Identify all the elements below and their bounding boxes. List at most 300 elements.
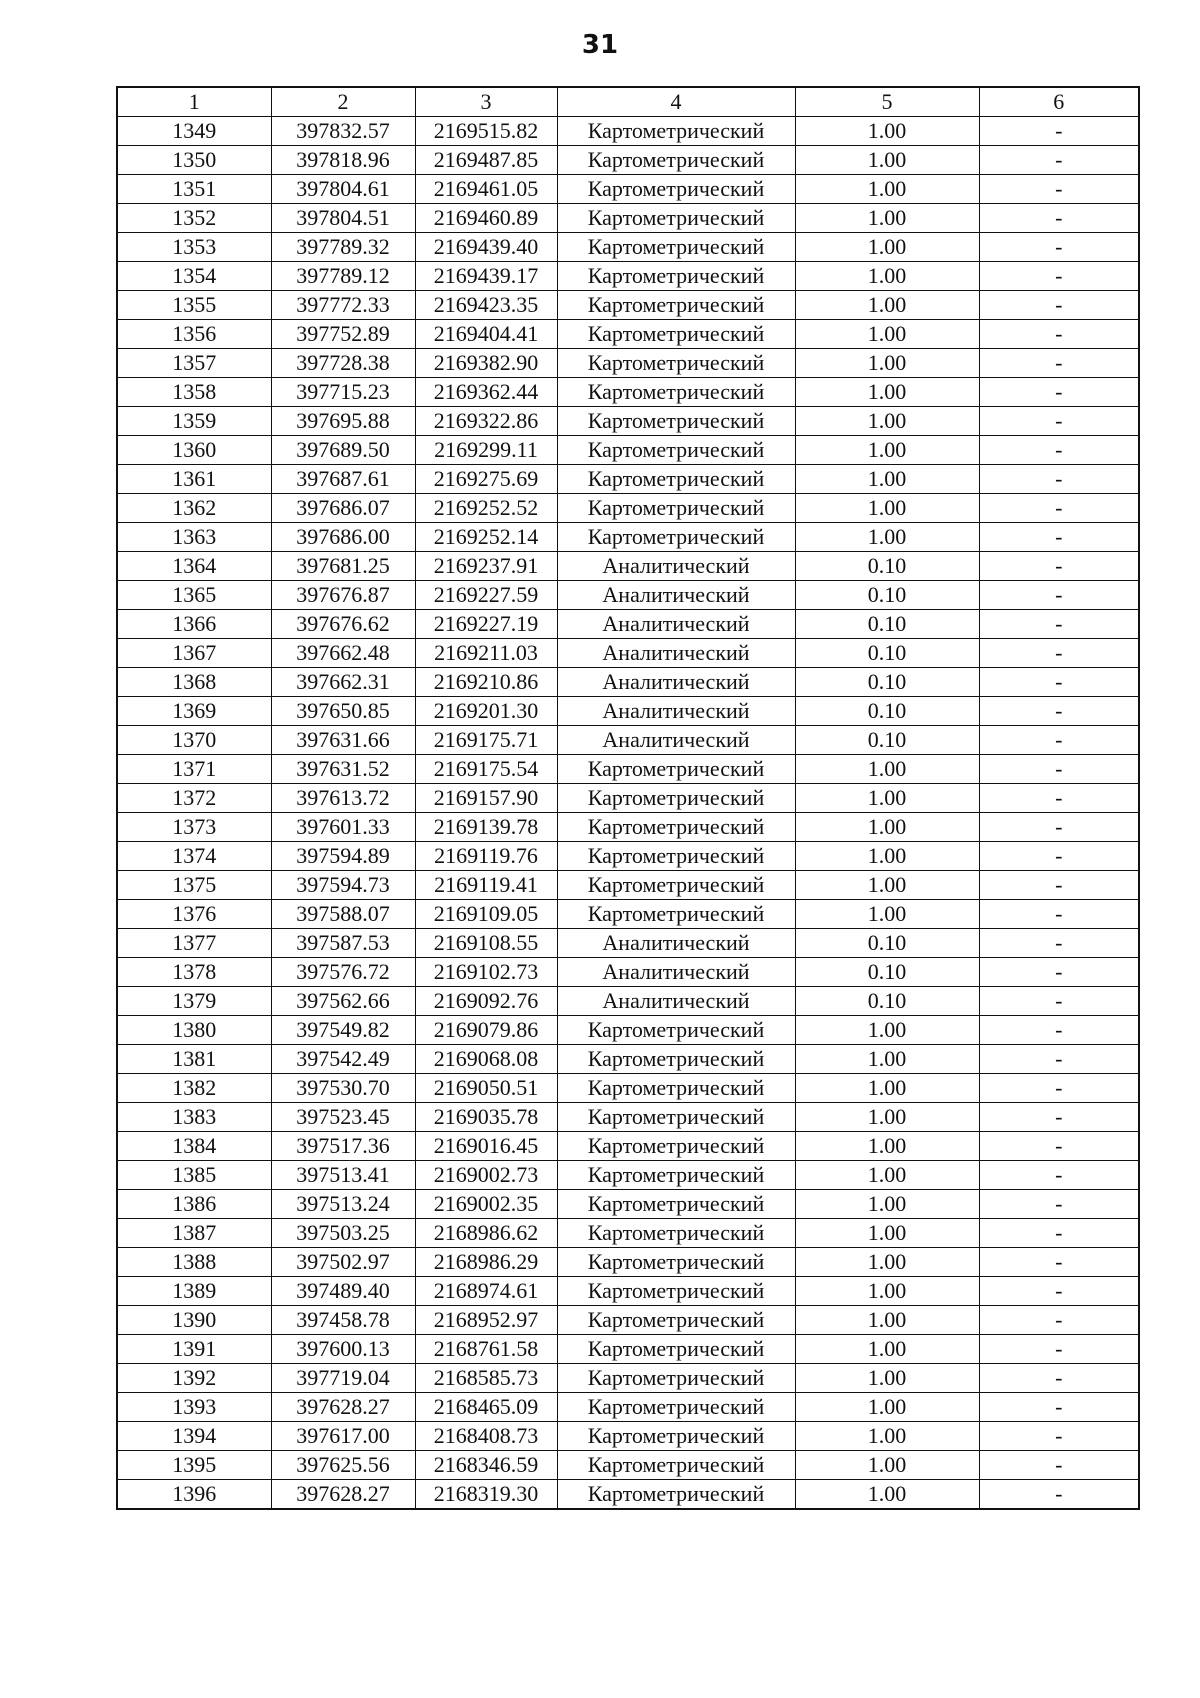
method-cell: Картометрический — [557, 1422, 795, 1451]
point-number-cell: 1365 — [117, 581, 271, 610]
point-number-cell: 1349 — [117, 117, 271, 146]
table-row — [117, 1045, 1139, 1074]
x-coordinate-cell: 397628.27 — [271, 1480, 415, 1510]
accuracy-cell: 0.10 — [795, 726, 979, 755]
table-row — [117, 1364, 1139, 1393]
method-cell: Картометрический — [557, 117, 795, 146]
x-coordinate-cell: 397772.33 — [271, 291, 415, 320]
method-cell: Картометрический — [557, 523, 795, 552]
method-cell: Картометрический — [557, 1277, 795, 1306]
point-number-cell: 1362 — [117, 494, 271, 523]
y-coordinate-cell: 2169461.05 — [415, 175, 557, 204]
point-number-cell: 1363 — [117, 523, 271, 552]
point-number-cell: 1389 — [117, 1277, 271, 1306]
y-coordinate-cell: 2169322.86 — [415, 407, 557, 436]
point-number-cell: 1396 — [117, 1480, 271, 1510]
table-row — [117, 1480, 1139, 1510]
y-coordinate-cell: 2168585.73 — [415, 1364, 557, 1393]
accuracy-cell: 1.00 — [795, 1190, 979, 1219]
x-coordinate-cell: 397625.56 — [271, 1451, 415, 1480]
y-coordinate-cell: 2168465.09 — [415, 1393, 557, 1422]
method-cell: Аналитический — [557, 697, 795, 726]
accuracy-cell: 0.10 — [795, 552, 979, 581]
x-coordinate-cell: 397676.62 — [271, 610, 415, 639]
note-cell: - — [979, 523, 1139, 552]
table-row — [117, 871, 1139, 900]
y-coordinate-cell: 2169487.85 — [415, 146, 557, 175]
point-number-cell: 1374 — [117, 842, 271, 871]
table-row — [117, 291, 1139, 320]
x-coordinate-cell: 397503.25 — [271, 1219, 415, 1248]
method-cell: Картометрический — [557, 465, 795, 494]
method-cell: Аналитический — [557, 929, 795, 958]
note-cell: - — [979, 1335, 1139, 1364]
y-coordinate-cell: 2169002.35 — [415, 1190, 557, 1219]
note-cell: - — [979, 900, 1139, 929]
note-cell: - — [979, 1132, 1139, 1161]
table-row — [117, 697, 1139, 726]
method-cell: Картометрический — [557, 755, 795, 784]
point-number-cell: 1376 — [117, 900, 271, 929]
table-body — [117, 117, 1139, 1510]
accuracy-cell: 1.00 — [795, 233, 979, 262]
accuracy-cell: 1.00 — [795, 407, 979, 436]
accuracy-cell: 1.00 — [795, 1393, 979, 1422]
x-coordinate-cell: 397542.49 — [271, 1045, 415, 1074]
table-row — [117, 436, 1139, 465]
point-number-cell: 1391 — [117, 1335, 271, 1364]
note-cell: - — [979, 436, 1139, 465]
x-coordinate-cell: 397489.40 — [271, 1277, 415, 1306]
note-cell: - — [979, 1364, 1139, 1393]
accuracy-cell: 1.00 — [795, 1451, 979, 1480]
y-coordinate-cell: 2169092.76 — [415, 987, 557, 1016]
point-number-cell: 1369 — [117, 697, 271, 726]
note-cell: - — [979, 320, 1139, 349]
y-coordinate-cell: 2169439.17 — [415, 262, 557, 291]
accuracy-cell: 1.00 — [795, 755, 979, 784]
y-coordinate-cell: 2169423.35 — [415, 291, 557, 320]
x-coordinate-cell: 397594.89 — [271, 842, 415, 871]
table-row — [117, 1277, 1139, 1306]
accuracy-cell: 1.00 — [795, 1480, 979, 1510]
y-coordinate-cell: 2169211.03 — [415, 639, 557, 668]
accuracy-cell: 1.00 — [795, 204, 979, 233]
note-cell: - — [979, 1393, 1139, 1422]
point-number-cell: 1368 — [117, 668, 271, 697]
y-coordinate-cell: 2168974.61 — [415, 1277, 557, 1306]
x-coordinate-cell: 397513.41 — [271, 1161, 415, 1190]
accuracy-cell: 0.10 — [795, 987, 979, 1016]
method-cell: Аналитический — [557, 987, 795, 1016]
y-coordinate-cell: 2169404.41 — [415, 320, 557, 349]
table-row — [117, 1132, 1139, 1161]
y-coordinate-cell: 2168319.30 — [415, 1480, 557, 1510]
table-row — [117, 407, 1139, 436]
table-row — [117, 610, 1139, 639]
table-row — [117, 987, 1139, 1016]
x-coordinate-cell: 397818.96 — [271, 146, 415, 175]
note-cell: - — [979, 1045, 1139, 1074]
y-coordinate-cell: 2169079.86 — [415, 1016, 557, 1045]
point-number-cell: 1379 — [117, 987, 271, 1016]
note-cell: - — [979, 465, 1139, 494]
point-number-cell: 1373 — [117, 813, 271, 842]
table-row — [117, 465, 1139, 494]
y-coordinate-cell: 2169157.90 — [415, 784, 557, 813]
column-header: 2 — [271, 87, 415, 117]
page-number: 31 — [581, 30, 619, 60]
point-number-cell: 1377 — [117, 929, 271, 958]
note-cell: - — [979, 987, 1139, 1016]
method-cell: Аналитический — [557, 552, 795, 581]
accuracy-cell: 0.10 — [795, 668, 979, 697]
method-cell: Картометрический — [557, 1393, 795, 1422]
point-number-cell: 1371 — [117, 755, 271, 784]
x-coordinate-cell: 397728.38 — [271, 349, 415, 378]
point-number-cell: 1390 — [117, 1306, 271, 1335]
y-coordinate-cell: 2169035.78 — [415, 1103, 557, 1132]
y-coordinate-cell: 2169252.14 — [415, 523, 557, 552]
y-coordinate-cell: 2169108.55 — [415, 929, 557, 958]
y-coordinate-cell: 2169201.30 — [415, 697, 557, 726]
accuracy-cell: 1.00 — [795, 262, 979, 291]
x-coordinate-cell: 397576.72 — [271, 958, 415, 987]
note-cell: - — [979, 842, 1139, 871]
x-coordinate-cell: 397662.31 — [271, 668, 415, 697]
x-coordinate-cell: 397715.23 — [271, 378, 415, 407]
y-coordinate-cell: 2169252.52 — [415, 494, 557, 523]
table-row — [117, 755, 1139, 784]
x-coordinate-cell: 397513.24 — [271, 1190, 415, 1219]
note-cell: - — [979, 581, 1139, 610]
accuracy-cell: 1.00 — [795, 1335, 979, 1364]
table-row — [117, 320, 1139, 349]
note-cell: - — [979, 1480, 1139, 1510]
note-cell: - — [979, 407, 1139, 436]
note-cell: - — [979, 378, 1139, 407]
note-cell: - — [979, 755, 1139, 784]
point-number-cell: 1350 — [117, 146, 271, 175]
table-row — [117, 494, 1139, 523]
table-row — [117, 958, 1139, 987]
method-cell: Картометрический — [557, 1364, 795, 1393]
y-coordinate-cell: 2168986.62 — [415, 1219, 557, 1248]
method-cell: Картометрический — [557, 842, 795, 871]
method-cell: Аналитический — [557, 610, 795, 639]
table-row — [117, 929, 1139, 958]
x-coordinate-cell: 397804.51 — [271, 204, 415, 233]
note-cell: - — [979, 291, 1139, 320]
table-row — [117, 552, 1139, 581]
y-coordinate-cell: 2169460.89 — [415, 204, 557, 233]
accuracy-cell: 1.00 — [795, 378, 979, 407]
y-coordinate-cell: 2169237.91 — [415, 552, 557, 581]
column-header: 1 — [117, 87, 271, 117]
x-coordinate-cell: 397695.88 — [271, 407, 415, 436]
x-coordinate-cell: 397587.53 — [271, 929, 415, 958]
y-coordinate-cell: 2169275.69 — [415, 465, 557, 494]
accuracy-cell: 0.10 — [795, 639, 979, 668]
point-number-cell: 1382 — [117, 1074, 271, 1103]
point-number-cell: 1357 — [117, 349, 271, 378]
x-coordinate-cell: 397650.85 — [271, 697, 415, 726]
method-cell: Картометрический — [557, 1161, 795, 1190]
note-cell: - — [979, 349, 1139, 378]
method-cell: Картометрический — [557, 175, 795, 204]
table-row — [117, 813, 1139, 842]
column-header: 5 — [795, 87, 979, 117]
x-coordinate-cell: 397617.00 — [271, 1422, 415, 1451]
table-row — [117, 1422, 1139, 1451]
table-row — [117, 262, 1139, 291]
x-coordinate-cell: 397687.61 — [271, 465, 415, 494]
point-number-cell: 1383 — [117, 1103, 271, 1132]
note-cell: - — [979, 175, 1139, 204]
note-cell: - — [979, 262, 1139, 291]
column-header: 4 — [557, 87, 795, 117]
x-coordinate-cell: 397686.07 — [271, 494, 415, 523]
point-number-cell: 1351 — [117, 175, 271, 204]
table-row — [117, 1103, 1139, 1132]
point-number-cell: 1380 — [117, 1016, 271, 1045]
accuracy-cell: 1.00 — [795, 1161, 979, 1190]
note-cell: - — [979, 552, 1139, 581]
accuracy-cell: 1.00 — [795, 117, 979, 146]
x-coordinate-cell: 397789.12 — [271, 262, 415, 291]
table-row — [117, 1306, 1139, 1335]
point-number-cell: 1355 — [117, 291, 271, 320]
y-coordinate-cell: 2169016.45 — [415, 1132, 557, 1161]
point-number-cell: 1392 — [117, 1364, 271, 1393]
table-row — [117, 1161, 1139, 1190]
y-coordinate-cell: 2168761.58 — [415, 1335, 557, 1364]
table-row — [117, 378, 1139, 407]
note-cell: - — [979, 668, 1139, 697]
accuracy-cell: 1.00 — [795, 320, 979, 349]
note-cell: - — [979, 958, 1139, 987]
method-cell: Картометрический — [557, 349, 795, 378]
accuracy-cell: 1.00 — [795, 1248, 979, 1277]
x-coordinate-cell: 397458.78 — [271, 1306, 415, 1335]
table-row — [117, 523, 1139, 552]
note-cell: - — [979, 1306, 1139, 1335]
accuracy-cell: 1.00 — [795, 436, 979, 465]
x-coordinate-cell: 397681.25 — [271, 552, 415, 581]
table-row — [117, 1248, 1139, 1277]
method-cell: Картометрический — [557, 204, 795, 233]
y-coordinate-cell: 2169139.78 — [415, 813, 557, 842]
accuracy-cell: 1.00 — [795, 1422, 979, 1451]
x-coordinate-cell: 397601.33 — [271, 813, 415, 842]
note-cell: - — [979, 813, 1139, 842]
y-coordinate-cell: 2168952.97 — [415, 1306, 557, 1335]
point-number-cell: 1394 — [117, 1422, 271, 1451]
method-cell: Картометрический — [557, 1016, 795, 1045]
y-coordinate-cell: 2169119.76 — [415, 842, 557, 871]
note-cell: - — [979, 610, 1139, 639]
x-coordinate-cell: 397676.87 — [271, 581, 415, 610]
y-coordinate-cell: 2169515.82 — [415, 117, 557, 146]
table-row — [117, 842, 1139, 871]
note-cell: - — [979, 929, 1139, 958]
y-coordinate-cell: 2169382.90 — [415, 349, 557, 378]
x-coordinate-cell: 397804.61 — [271, 175, 415, 204]
method-cell: Аналитический — [557, 726, 795, 755]
note-cell: - — [979, 1248, 1139, 1277]
point-number-cell: 1384 — [117, 1132, 271, 1161]
point-number-cell: 1361 — [117, 465, 271, 494]
note-cell: - — [979, 784, 1139, 813]
x-coordinate-cell: 397594.73 — [271, 871, 415, 900]
point-number-cell: 1352 — [117, 204, 271, 233]
y-coordinate-cell: 2168408.73 — [415, 1422, 557, 1451]
method-cell: Картометрический — [557, 233, 795, 262]
table-row — [117, 1393, 1139, 1422]
note-cell: - — [979, 1190, 1139, 1219]
table-row — [117, 1335, 1139, 1364]
table-row — [117, 1190, 1139, 1219]
point-number-cell: 1366 — [117, 610, 271, 639]
x-coordinate-cell: 397719.04 — [271, 1364, 415, 1393]
table-row — [117, 668, 1139, 697]
note-cell: - — [979, 117, 1139, 146]
accuracy-cell: 1.00 — [795, 1364, 979, 1393]
x-coordinate-cell: 397832.57 — [271, 117, 415, 146]
y-coordinate-cell: 2169068.08 — [415, 1045, 557, 1074]
note-cell: - — [979, 697, 1139, 726]
accuracy-cell: 1.00 — [795, 784, 979, 813]
accuracy-cell: 1.00 — [795, 1016, 979, 1045]
table-row — [117, 117, 1139, 146]
x-coordinate-cell: 397517.36 — [271, 1132, 415, 1161]
table-row — [117, 1074, 1139, 1103]
method-cell: Картометрический — [557, 1190, 795, 1219]
x-coordinate-cell: 397549.82 — [271, 1016, 415, 1045]
y-coordinate-cell: 2168346.59 — [415, 1451, 557, 1480]
x-coordinate-cell: 397689.50 — [271, 436, 415, 465]
accuracy-cell: 1.00 — [795, 842, 979, 871]
coordinates-table — [116, 86, 1140, 1510]
method-cell: Картометрический — [557, 262, 795, 291]
note-cell: - — [979, 726, 1139, 755]
method-cell: Картометрический — [557, 494, 795, 523]
table-row — [117, 784, 1139, 813]
y-coordinate-cell: 2169050.51 — [415, 1074, 557, 1103]
point-number-cell: 1385 — [117, 1161, 271, 1190]
y-coordinate-cell: 2169362.44 — [415, 378, 557, 407]
note-cell: - — [979, 1074, 1139, 1103]
note-cell: - — [979, 1219, 1139, 1248]
accuracy-cell: 0.10 — [795, 610, 979, 639]
accuracy-cell: 0.10 — [795, 929, 979, 958]
method-cell: Картометрический — [557, 407, 795, 436]
method-cell: Картометрический — [557, 1480, 795, 1510]
point-number-cell: 1395 — [117, 1451, 271, 1480]
y-coordinate-cell: 2168986.29 — [415, 1248, 557, 1277]
method-cell: Картометрический — [557, 1335, 795, 1364]
method-cell: Картометрический — [557, 1132, 795, 1161]
y-coordinate-cell: 2169439.40 — [415, 233, 557, 262]
point-number-cell: 1393 — [117, 1393, 271, 1422]
x-coordinate-cell: 397789.32 — [271, 233, 415, 262]
accuracy-cell: 1.00 — [795, 1132, 979, 1161]
y-coordinate-cell: 2169227.59 — [415, 581, 557, 610]
method-cell: Аналитический — [557, 581, 795, 610]
column-header: 3 — [415, 87, 557, 117]
note-cell: - — [979, 1451, 1139, 1480]
accuracy-cell: 1.00 — [795, 465, 979, 494]
accuracy-cell: 1.00 — [795, 494, 979, 523]
method-cell: Аналитический — [557, 639, 795, 668]
method-cell: Картометрический — [557, 871, 795, 900]
y-coordinate-cell: 2169109.05 — [415, 900, 557, 929]
note-cell: - — [979, 146, 1139, 175]
accuracy-cell: 0.10 — [795, 697, 979, 726]
point-number-cell: 1358 — [117, 378, 271, 407]
table-row — [117, 1016, 1139, 1045]
note-cell: - — [979, 1422, 1139, 1451]
y-coordinate-cell: 2169102.73 — [415, 958, 557, 987]
y-coordinate-cell: 2169210.86 — [415, 668, 557, 697]
accuracy-cell: 1.00 — [795, 146, 979, 175]
point-number-cell: 1372 — [117, 784, 271, 813]
note-cell: - — [979, 871, 1139, 900]
point-number-cell: 1386 — [117, 1190, 271, 1219]
note-cell: - — [979, 1103, 1139, 1132]
point-number-cell: 1360 — [117, 436, 271, 465]
y-coordinate-cell: 2169299.11 — [415, 436, 557, 465]
y-coordinate-cell: 2169175.54 — [415, 755, 557, 784]
x-coordinate-cell: 397502.97 — [271, 1248, 415, 1277]
accuracy-cell: 1.00 — [795, 871, 979, 900]
x-coordinate-cell: 397631.66 — [271, 726, 415, 755]
accuracy-cell: 1.00 — [795, 1103, 979, 1132]
x-coordinate-cell: 397631.52 — [271, 755, 415, 784]
accuracy-cell: 1.00 — [795, 291, 979, 320]
accuracy-cell: 1.00 — [795, 175, 979, 204]
note-cell: - — [979, 1161, 1139, 1190]
accuracy-cell: 1.00 — [795, 1045, 979, 1074]
table-header-row — [117, 87, 1139, 117]
note-cell: - — [979, 639, 1139, 668]
note-cell: - — [979, 494, 1139, 523]
point-number-cell: 1370 — [117, 726, 271, 755]
point-number-cell: 1387 — [117, 1219, 271, 1248]
method-cell: Картометрический — [557, 784, 795, 813]
note-cell: - — [979, 1016, 1139, 1045]
note-cell: - — [979, 204, 1139, 233]
method-cell: Картометрический — [557, 378, 795, 407]
accuracy-cell: 1.00 — [795, 1074, 979, 1103]
x-coordinate-cell: 397686.00 — [271, 523, 415, 552]
method-cell: Аналитический — [557, 668, 795, 697]
table-row — [117, 581, 1139, 610]
accuracy-cell: 1.00 — [795, 1306, 979, 1335]
point-number-cell: 1375 — [117, 871, 271, 900]
accuracy-cell: 1.00 — [795, 900, 979, 929]
x-coordinate-cell: 397752.89 — [271, 320, 415, 349]
y-coordinate-cell: 2169175.71 — [415, 726, 557, 755]
x-coordinate-cell: 397588.07 — [271, 900, 415, 929]
note-cell: - — [979, 1277, 1139, 1306]
point-number-cell: 1356 — [117, 320, 271, 349]
y-coordinate-cell: 2169227.19 — [415, 610, 557, 639]
y-coordinate-cell: 2169002.73 — [415, 1161, 557, 1190]
column-header: 6 — [979, 87, 1139, 117]
accuracy-cell: 0.10 — [795, 581, 979, 610]
table-row — [117, 1451, 1139, 1480]
